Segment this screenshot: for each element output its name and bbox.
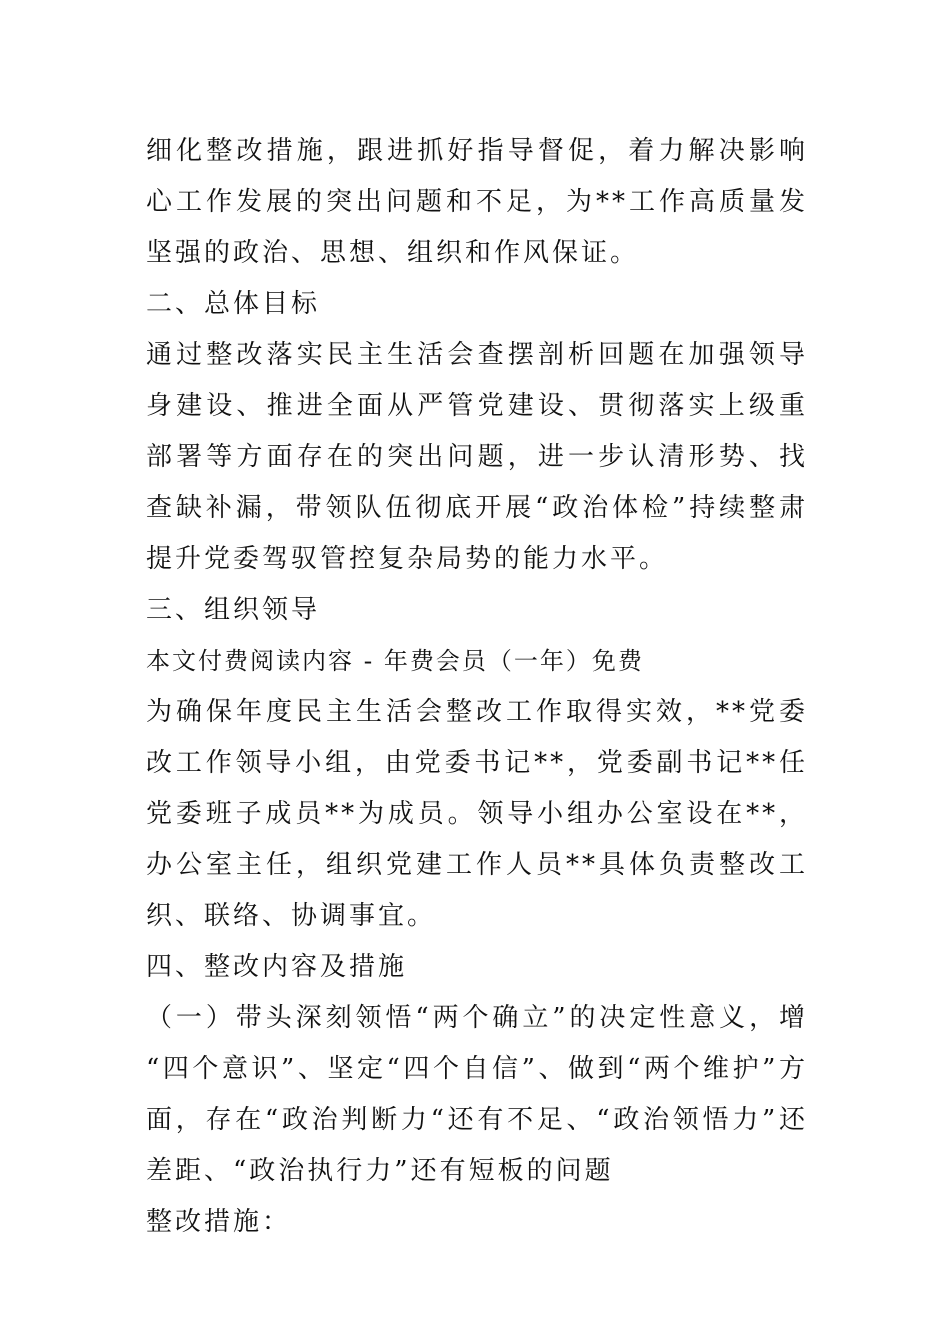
body-line-5: 通过整改落实民主生活会查摆剖析回题在加强领导	[146, 340, 808, 370]
section-heading-3: 三、组织领导	[146, 595, 321, 625]
body-line-6: 身建设、推进全面从严管党建设、贯彻落实上级重	[146, 391, 808, 421]
measures-label: 整改措施：	[146, 1207, 292, 1237]
body-line-3: 坚强的政治、思想、组织和作风保证。	[146, 238, 640, 268]
body-line-15: 办公室主任，组织党建工作人员**具体负责整改工	[146, 850, 808, 880]
body-line-14: 党委班子成员**为成员。领导小组办公室设在**，	[146, 799, 808, 829]
subsection-line-4: 差距、“政治执行力”还有短板的问题	[146, 1156, 614, 1186]
body-line-7: 部署等方面存在的突出问题，进一步认清形势、找	[146, 442, 808, 472]
subsection-line-1: （一）带头深刻领悟“两个确立”的决定性意义，增	[146, 1003, 808, 1033]
subsection-line-2: “四个意识”、坚定“四个自信”、做到“两个维护”方	[146, 1054, 808, 1084]
paywall-notice: 本文付费阅读内容 - 年费会员（一年）免费	[146, 647, 644, 675]
body-line-9: 提升党委驾驭管控复杂局势的能力水平。	[146, 544, 669, 574]
body-line-8: 查缺补漏，带领队伍彻底开展“政治体检”持续整肃	[146, 493, 808, 523]
body-line-13: 改工作领导小组，由党委书记**，党委副书记**任	[146, 748, 808, 778]
subsection-line-3: 面，存在“政治判断力“还有不足、“政治领悟力”还	[146, 1105, 808, 1135]
body-line-16: 织、联络、协调事宜。	[146, 901, 437, 931]
body-line-12: 为确保年度民主生活会整改工作取得实效，**党委	[146, 697, 808, 727]
section-heading-2: 二、总体目标	[146, 289, 321, 319]
body-line-2: 心工作发展的突出问题和不足，为**工作高质量发	[146, 187, 808, 217]
body-line-1: 细化整改措施，跟进抓好指导督促，着力解决影响	[146, 136, 808, 166]
document-body	[146, 126, 808, 1248]
section-heading-4: 四、整改内容及措施	[146, 952, 408, 982]
